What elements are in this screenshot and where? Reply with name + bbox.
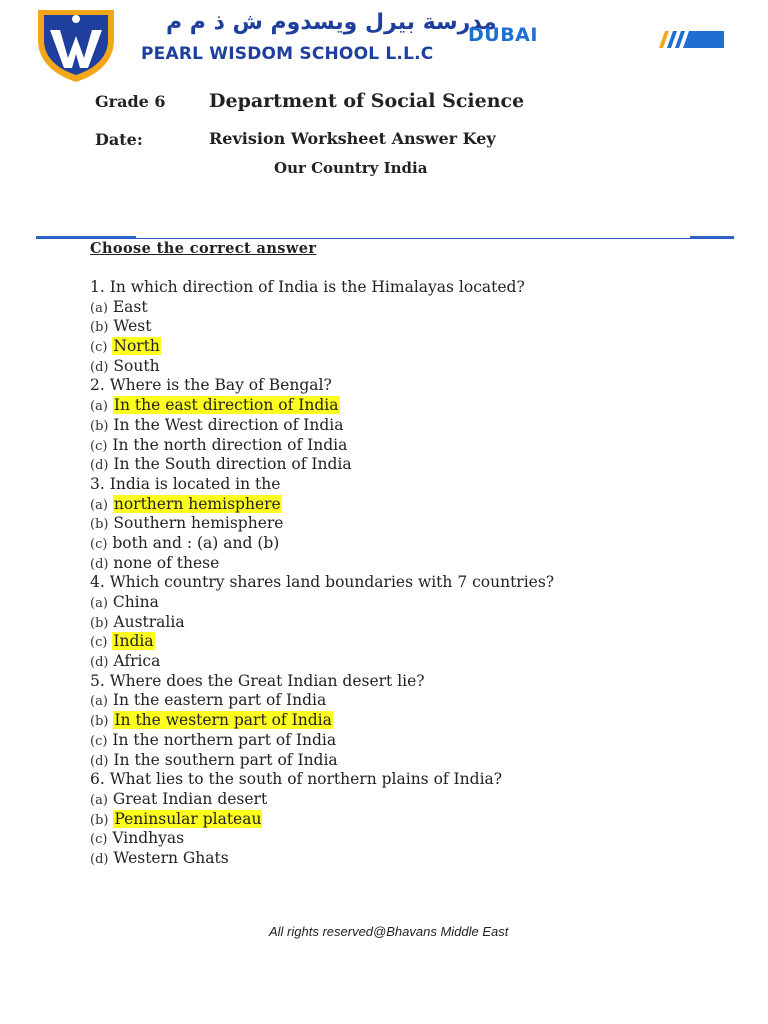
worksheet-title: Revision Worksheet Answer Key bbox=[209, 129, 496, 148]
option-label: (c) bbox=[90, 340, 108, 356]
option-label: (c) bbox=[90, 733, 108, 749]
option-text: In the north direction of India bbox=[112, 435, 348, 454]
option-text: In the eastern part of India bbox=[112, 691, 327, 710]
answer-option bbox=[90, 731, 750, 751]
correct-answer-option bbox=[90, 396, 750, 416]
highlighted-answer-text: In the western part of India bbox=[114, 711, 332, 730]
question-text: 6. What lies to the south of northern plains of India? bbox=[90, 770, 503, 789]
option-label: (a) bbox=[90, 694, 108, 710]
highlighted-answer-text: northern hemisphere bbox=[113, 494, 281, 513]
option-text: Southern hemisphere bbox=[113, 514, 284, 533]
question-text: 2. Where is the Bay of Bengal? bbox=[90, 376, 332, 395]
highlighted-answer-text: North bbox=[113, 337, 160, 356]
option-text: Africa bbox=[113, 652, 161, 671]
option-label: (b) bbox=[90, 714, 109, 730]
answer-option bbox=[90, 613, 750, 633]
date-label: Date: bbox=[95, 130, 143, 149]
option-text: East bbox=[112, 297, 148, 316]
question-list bbox=[90, 278, 750, 869]
section-heading: Choose the correct answer bbox=[90, 240, 317, 257]
answer-option bbox=[90, 829, 750, 849]
school-shield-logo bbox=[34, 4, 118, 84]
option-label: (d) bbox=[90, 851, 109, 867]
correct-answer-option bbox=[90, 495, 750, 515]
option-label: (b) bbox=[90, 418, 109, 434]
answer-option bbox=[90, 416, 750, 436]
option-text: In the West direction of India bbox=[113, 415, 344, 434]
question-text: 5. Where does the Great Indian desert lie? bbox=[90, 671, 425, 690]
option-text: Australia bbox=[113, 612, 185, 631]
footer-copyright: All rights reserved@Bhavans Middle East bbox=[269, 924, 509, 939]
correct-answer-option bbox=[90, 632, 750, 652]
correct-answer-option bbox=[90, 711, 750, 731]
option-label: (d) bbox=[90, 458, 109, 474]
answer-option bbox=[90, 455, 750, 475]
option-label: (d) bbox=[90, 753, 109, 769]
question-text: 4. Which country shares land boundaries with 7 countries? bbox=[90, 573, 555, 592]
answer-option bbox=[90, 849, 750, 869]
option-text: Vindhyas bbox=[112, 829, 185, 848]
grade-label: Grade 6 bbox=[95, 92, 166, 111]
school-name-arabic: مدرسة بيرل ويسدوم ش ذ م م bbox=[166, 10, 497, 35]
answer-option bbox=[90, 534, 750, 554]
option-label: (a) bbox=[90, 596, 108, 611]
option-text: In the northern part of India bbox=[112, 730, 337, 749]
option-text: none of these bbox=[113, 553, 220, 572]
option-label: (a) bbox=[90, 399, 108, 415]
option-text: South bbox=[113, 356, 160, 375]
answer-option bbox=[90, 691, 750, 711]
answer-option bbox=[90, 593, 750, 613]
option-label: (b) bbox=[90, 517, 109, 533]
option-label: (d) bbox=[90, 556, 109, 572]
answer-option bbox=[90, 317, 750, 337]
option-label: (a) bbox=[90, 792, 108, 808]
option-label: (a) bbox=[90, 300, 108, 316]
answer-option bbox=[90, 436, 750, 456]
option-label: (d) bbox=[90, 359, 109, 375]
divider bbox=[36, 238, 734, 239]
answer-option bbox=[90, 652, 750, 672]
stripes-logo bbox=[659, 31, 724, 48]
question-text: 1. In which direction of India is the Himalayas located? bbox=[90, 278, 525, 296]
divider-accent-right bbox=[690, 236, 734, 238]
option-label: (c) bbox=[90, 438, 108, 454]
option-label: (c) bbox=[90, 832, 108, 848]
highlighted-answer-text: Peninsular plateau bbox=[114, 809, 262, 828]
option-label: (a) bbox=[90, 497, 108, 513]
answer-option bbox=[90, 790, 750, 810]
option-text: Western Ghats bbox=[113, 848, 229, 867]
option-text: West bbox=[113, 317, 152, 336]
option-label: (c) bbox=[90, 635, 108, 651]
option-text: China bbox=[112, 593, 159, 611]
highlighted-answer-text: India bbox=[113, 632, 154, 651]
answer-option bbox=[90, 751, 750, 771]
topic-title: Our Country India bbox=[274, 159, 428, 177]
answer-option bbox=[90, 554, 750, 574]
school-name: PEARL WISDOM SCHOOL L.L.C bbox=[141, 44, 434, 64]
answer-option bbox=[90, 298, 750, 318]
correct-answer-option bbox=[90, 337, 750, 357]
option-text: Great Indian desert bbox=[112, 789, 268, 808]
option-text: In the southern part of India bbox=[113, 750, 338, 769]
dubai-logo: DUBAI bbox=[468, 24, 538, 46]
option-label: (b) bbox=[90, 615, 109, 631]
option-text: both and : (a) and (b) bbox=[112, 533, 280, 552]
option-label: (b) bbox=[90, 812, 109, 828]
option-text: In the South direction of India bbox=[113, 455, 352, 474]
department-title: Department of Social Science bbox=[209, 90, 525, 112]
highlighted-answer-text: In the east direction of India bbox=[113, 396, 339, 415]
correct-answer-option bbox=[90, 810, 750, 830]
answer-option bbox=[90, 357, 750, 377]
option-label: (b) bbox=[90, 320, 109, 336]
question-text: 3. India is located in the bbox=[90, 474, 281, 493]
option-label: (c) bbox=[90, 536, 108, 552]
divider-accent-left bbox=[36, 236, 136, 238]
option-label: (d) bbox=[90, 655, 109, 671]
answer-option bbox=[90, 514, 750, 534]
